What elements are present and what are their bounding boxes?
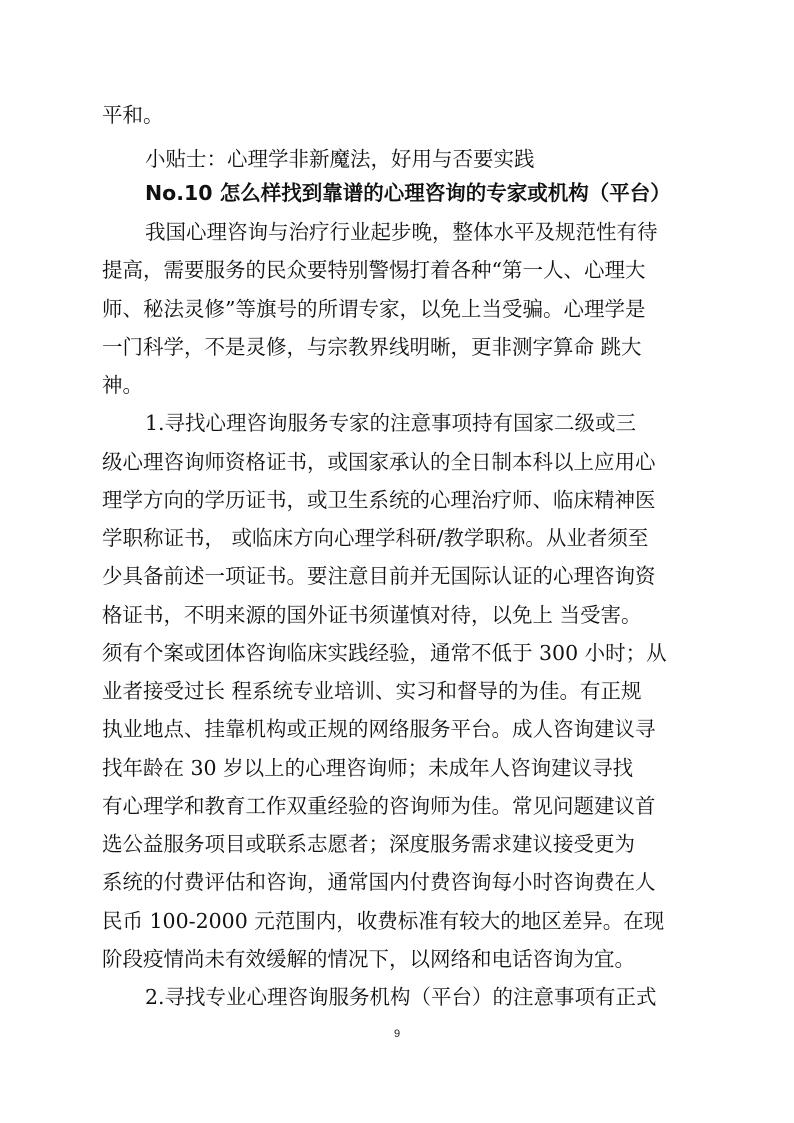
text-line: 提高，需要服务的民众要特别警惕打着各种“第一人、心理大 [102,258,646,282]
text-line: 民币 100-2000 元范围内，收费标准有较大的地区差异。在现 [102,909,665,933]
text-line: 级心理咨询师资格证书，或国家承认的全日制本科以上应用心 [102,450,656,474]
text-line: 系统的付费评估和咨询，通常国内付费咨询每小时咨询费在人 [102,870,656,894]
text-line: 我国心理咨询与治疗行业起步晚，整体水平及规范性有待 [145,220,658,244]
text-line: 平和。 [102,103,164,127]
text-line: 阶段疫情尚未有效缓解的情况下，以网络和电话咨询为宜。 [102,947,635,971]
text-line: 一门科学，不是灵修，与宗教界线明晰，更非测字算命 跳大 [102,335,642,359]
text-line: 神。 [102,373,143,397]
tip-line: 小贴士：心理学非新魔法，好用与否要实践 [145,147,535,171]
page-number: 9 [393,1028,401,1040]
text-line: 业者接受过长 程系统专业培训、实习和督导的为佳。有正规 [102,679,642,703]
text-line: 选公益服务项目或联系志愿者；深度服务需求建议接受更为 [102,832,635,856]
text-line: 少具备前述一项证书。要注意目前并无国际认证的心理咨询资 [102,564,656,588]
text-line: 须有个案或团体咨询临床实践经验，通常不低于 300 小时；从 [102,641,667,665]
text-line: 有心理学和教育工作双重经验的咨询师为佳。常见问题建议首 [102,794,656,818]
text-line: 1.寻找心理咨询服务专家的注意事项持有国家二级或三 [145,411,637,435]
text-line: 2.寻找专业心理咨询服务机构（平台）的注意事项有正式 [145,985,657,1009]
text-line: 执业地点、挂靠机构或正规的网络服务平台。成人咨询建议寻 [102,717,656,741]
text-line: 师、秘法灵修”等旗号的所谓专家，以免上当受骗。心理学是 [102,297,646,321]
text-line: 理学方向的学历证书，或卫生系统的心理治疗师、临床精神医 [102,488,656,512]
text-line: 格证书，不明来源的国外证书须谨慎对待，以免上 当受害。 [102,603,642,627]
section-heading: No.10 怎么样找到靠谱的心理咨询的专家或机构（平台） [145,181,671,205]
text-line: 找年龄在 30 岁以上的心理咨询师；未成年人咨询建议寻找 [102,756,634,780]
text-line: 学职称证书， 或临床方向心理学科研/教学职称。从业者须至 [102,526,649,550]
